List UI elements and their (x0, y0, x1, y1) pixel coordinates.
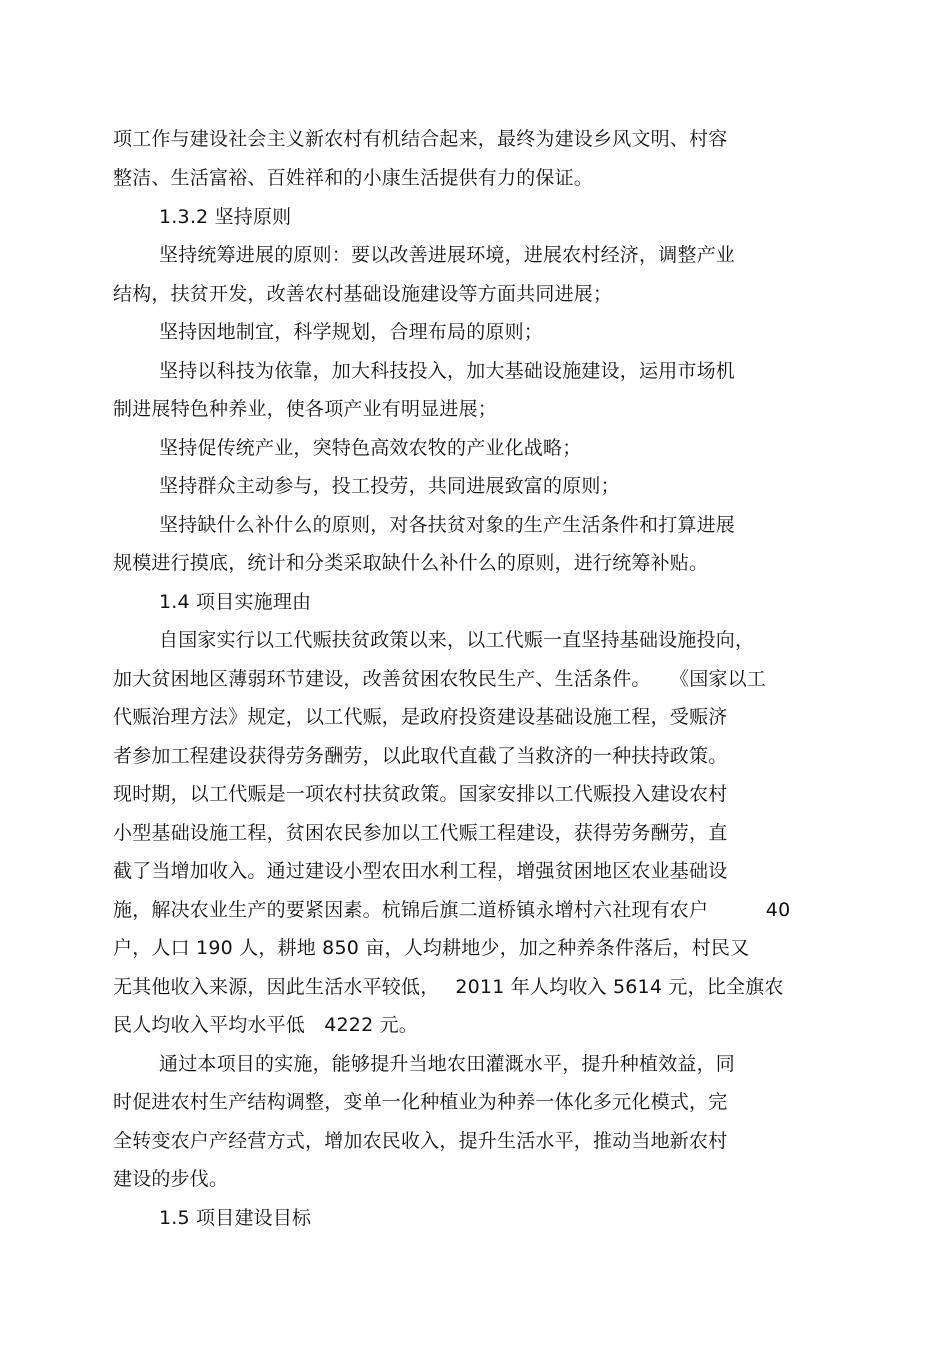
text-line: 整洁、生活富裕、百姓祥和的小康生活提供有力的保证。 (113, 167, 594, 189)
section-heading: 1.3.2 坚持原则 (159, 206, 292, 228)
text-line: 坚持以科技为依靠，加大科技投入，加大基础设施建设，运用市场机 (159, 360, 736, 382)
text-line: 项工作与建设社会主义新农村有机结合起来，最终为建设乡风文明、村容 (113, 128, 728, 150)
text-line: 坚持促传统产业，突特色高效农牧的产业化战略； (159, 437, 582, 459)
text-line: 建设的步伐。 (113, 1168, 229, 1190)
text-line: 现时期，以工代赈是一项农村扶贫政策。国家安排以工代赈投入建设农村 (113, 783, 728, 805)
text-line: 加大贫困地区薄弱环节建设，改善贫困农牧民生产、生活条件。 《国家以工 (113, 668, 767, 690)
text-line: 坚持群众主动参与，投工投劳，共同进展致富的原则； (159, 475, 620, 497)
text-line: 者参加工程建设获得劳务酬劳，以此取代直截了当救济的一种扶持政策。 (113, 745, 728, 767)
text-line: 通过本项目的实施，能够提升当地农田灌溉水平，提升种植效益，同 (159, 1053, 736, 1075)
text-line: 民人均收入平均水平低 4222 元。 (113, 1014, 418, 1036)
text-line: 截了当增加收入。通过建设小型农田水利工程，增强贫困地区农业基础设 (113, 860, 728, 882)
section-heading: 1.4 项目实施理由 (159, 591, 312, 613)
text-line: 时促进农村生产结构调整，变单一化种植业为种养一体化多元化模式，完 (113, 1091, 728, 1113)
text-line: 无其他收入来源，因此生活水平较低， 2011 年人均收入 5614 元，比全旗农 (113, 976, 784, 998)
text-line: 全转变农户产经营方式，增加农民收入，提升生活水平，推动当地新农村 (113, 1130, 728, 1152)
text-line: 坚持统筹进展的原则：要以改善进展环境，进展农村经济，调整产业 (159, 244, 736, 266)
text-line: 结构，扶贫开发，改善农村基础设施建设等方面共同进展； (113, 283, 613, 305)
text-line: 规模进行摸底，统计和分类采取缺什么补什么的原则，进行统筹补贴。 (113, 552, 709, 574)
text-line: 自国家实行以工代赈扶贫政策以来，以工代赈一直坚持基础设施投向， (159, 629, 755, 651)
text-line: 代赈治理方法》规定，以工代赈，是政府投资建设基础设施工程，受赈济 (113, 706, 728, 728)
section-heading: 1.5 项目建设目标 (159, 1207, 312, 1229)
text-line: 坚持因地制宜，科学规划，合理布局的原则； (159, 321, 544, 343)
text-line: 制进展特色种养业，使各项产业有明显进展； (113, 398, 498, 420)
text-line: 坚持缺什么补什么的原则，对各扶贫对象的生产生活条件和打算进展 (159, 514, 736, 536)
text-line: 施，解决农业生产的要紧因素。杭锦后旗二道桥镇永增村六社现有农户 40 (113, 899, 791, 921)
text-line: 小型基础设施工程，贫困农民参加以工代赈工程建设，获得劳务酬劳，直 (113, 822, 728, 844)
text-line: 户，人口 190 人，耕地 850 亩，人均耕地少，加之种养条件落后，村民又 (113, 937, 750, 959)
